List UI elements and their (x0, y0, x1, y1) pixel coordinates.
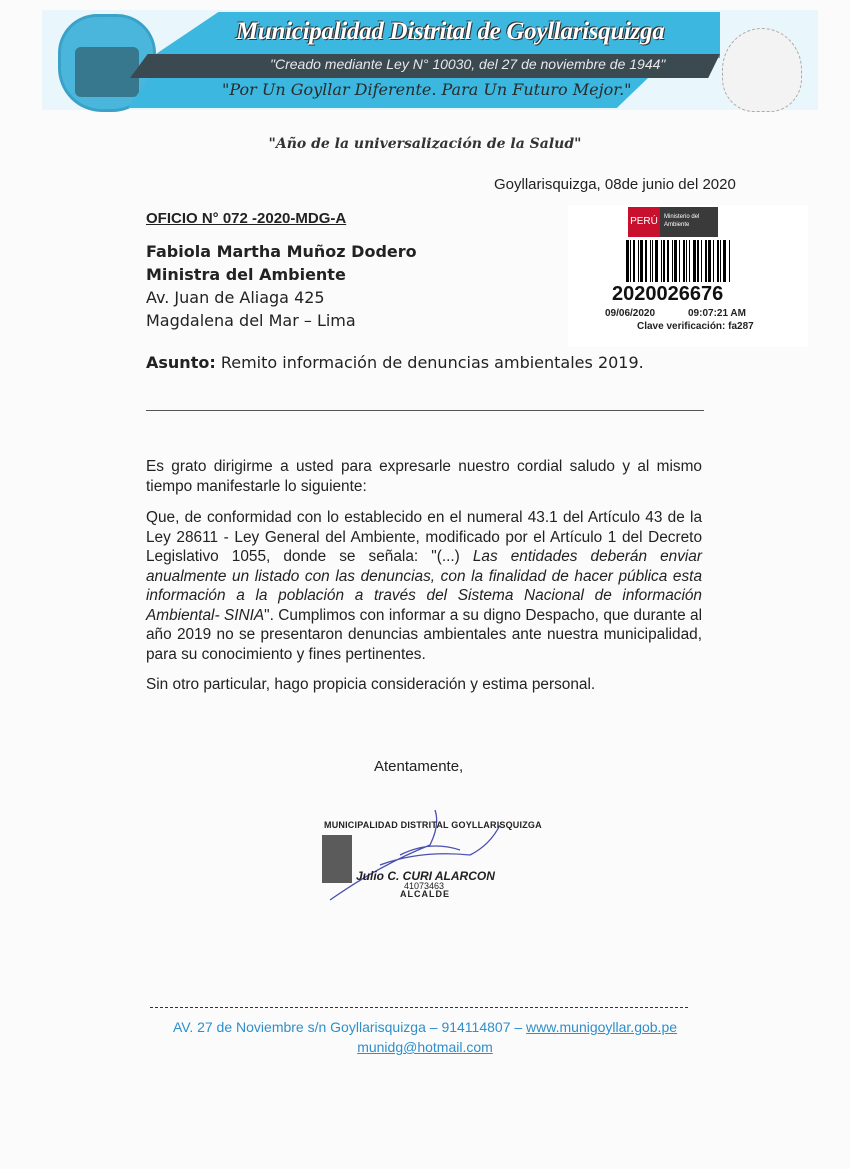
p2-quote: Las entidades deberán enviar anualmente un listado con las denuncias, con la finalidad de hacer pública esta información a la población a través del Sistema Nacional de información Ambiental- SINIA (146, 548, 702, 624)
seal-crest (322, 835, 352, 883)
body-paragraph-3: Sin otro particular, hago propicia consideración y estima personal. (146, 676, 596, 693)
body-paragraph-1: Es grato dirigirme a usted para expresarle nuestro cordial saludo y al mismo tiempo manifestarle lo siguiente: (146, 458, 702, 495)
recipient-address2: Magdalena del Mar – Lima (146, 311, 356, 330)
stamp-verification-key: Clave verificación: fa287 (637, 321, 754, 332)
footer-divider (150, 1007, 688, 1008)
barcode-bar (661, 240, 662, 282)
barcode-bar (630, 240, 631, 282)
barcode-bar (633, 240, 635, 282)
barcode-bar (689, 240, 690, 282)
body-paragraph-2 (146, 508, 702, 664)
barcode-bar (626, 240, 629, 282)
place-date: Goyllarisquizga, 08de junio del 2020 (494, 176, 736, 193)
letterhead-motto: "Por Un Goyllar Diferente. Para Un Futuro Mejor." (222, 80, 632, 99)
p2-text-b: ". Cumplimos con informar a su digno Despacho, que durante al año 2019 no se presentaron denuncias ambientales ante nuestra municipalidad, para su conocimiento y fines pertinentes. (146, 606, 702, 663)
barcode-bar (701, 240, 702, 282)
barcode-bar (655, 240, 658, 282)
barcode-bar (717, 240, 719, 282)
barcode-bar (679, 240, 680, 282)
p2-text-a: Que, de conformidad con lo establecido en el numeral 43.1 del Artículo 43 de la Ley 28611 - Ley General del Ambiente, modificado por el Artículo 1 del Decreto Legislativo 1055, donde se señala: "(...) (146, 509, 702, 565)
subject-label: Asunto: (146, 353, 216, 372)
divider (146, 410, 704, 411)
subject-text: Remito información de denuncias ambientales 2019. (215, 353, 644, 372)
ministry-logo-label: Ministerio del Ambiente (664, 214, 700, 228)
barcode (626, 240, 734, 282)
barcode-bar (713, 240, 714, 282)
letterhead-title: Municipalidad Distrital de Goyllarisquizga (236, 18, 665, 45)
barcode-bar (729, 240, 730, 282)
barcode-bar (652, 240, 653, 282)
barcode-bar (708, 240, 711, 282)
national-shield-logo (722, 28, 802, 112)
barcode-bar (705, 240, 707, 282)
footer-address-text: AV. 27 de Noviembre s/n Goyllarisquizga – 914114807 – (172, 1019, 527, 1035)
signer-name: Julio C. CURI ALARCON (356, 869, 495, 883)
signer-dni: 41073463 (404, 881, 445, 891)
barcode-bar (638, 240, 639, 282)
barcode-bar (723, 240, 726, 282)
stamp-date: 09/06/2020 (605, 308, 656, 319)
barcode-bar (683, 240, 685, 282)
signer-role: ALCALDE (400, 889, 450, 899)
barcode-bar (697, 240, 699, 282)
ministry-logo (628, 207, 718, 237)
closing: Atentamente, (374, 758, 464, 775)
seal-text: MUNICIPALIDAD DISTRITAL GOYLLARISQUIZGA (324, 820, 542, 830)
barcode-bar (693, 240, 696, 282)
barcode-bar (645, 240, 647, 282)
stamp-number: 2020026676 (612, 283, 724, 305)
footer-email (0, 1039, 850, 1055)
barcode-bar (674, 240, 677, 282)
barcode-bar (650, 240, 651, 282)
barcode-bar (720, 240, 721, 282)
oficio-number: OFICIO N° 072 -2020-MDG-A (146, 210, 347, 227)
subject-line (146, 353, 644, 372)
email-link[interactable]: munidg@hotmail.com (357, 1039, 493, 1055)
peru-logo-label: PERÚ (628, 207, 660, 237)
footer-address (0, 1019, 850, 1035)
website-link[interactable]: www.munigoyllar.gob.pe (526, 1019, 678, 1035)
barcode-bar (663, 240, 665, 282)
barcode-bar (686, 240, 687, 282)
recipient-address1: Av. Juan de Aliaga 425 (146, 288, 325, 307)
recipient-name: Fabiola Martha Muñoz Dodero (146, 242, 417, 261)
barcode-bar (672, 240, 673, 282)
recipient-title: Ministra del Ambiente (146, 265, 346, 284)
stamp-time: 09:07:21 AM (688, 308, 746, 319)
letterhead-created: "Creado mediante Ley N° 10030, del 27 de noviembre de 1944" (270, 56, 666, 72)
barcode-bar (640, 240, 643, 282)
barcode-bar (667, 240, 669, 282)
year-heading: "Año de la universalización de la Salud" (268, 136, 582, 152)
